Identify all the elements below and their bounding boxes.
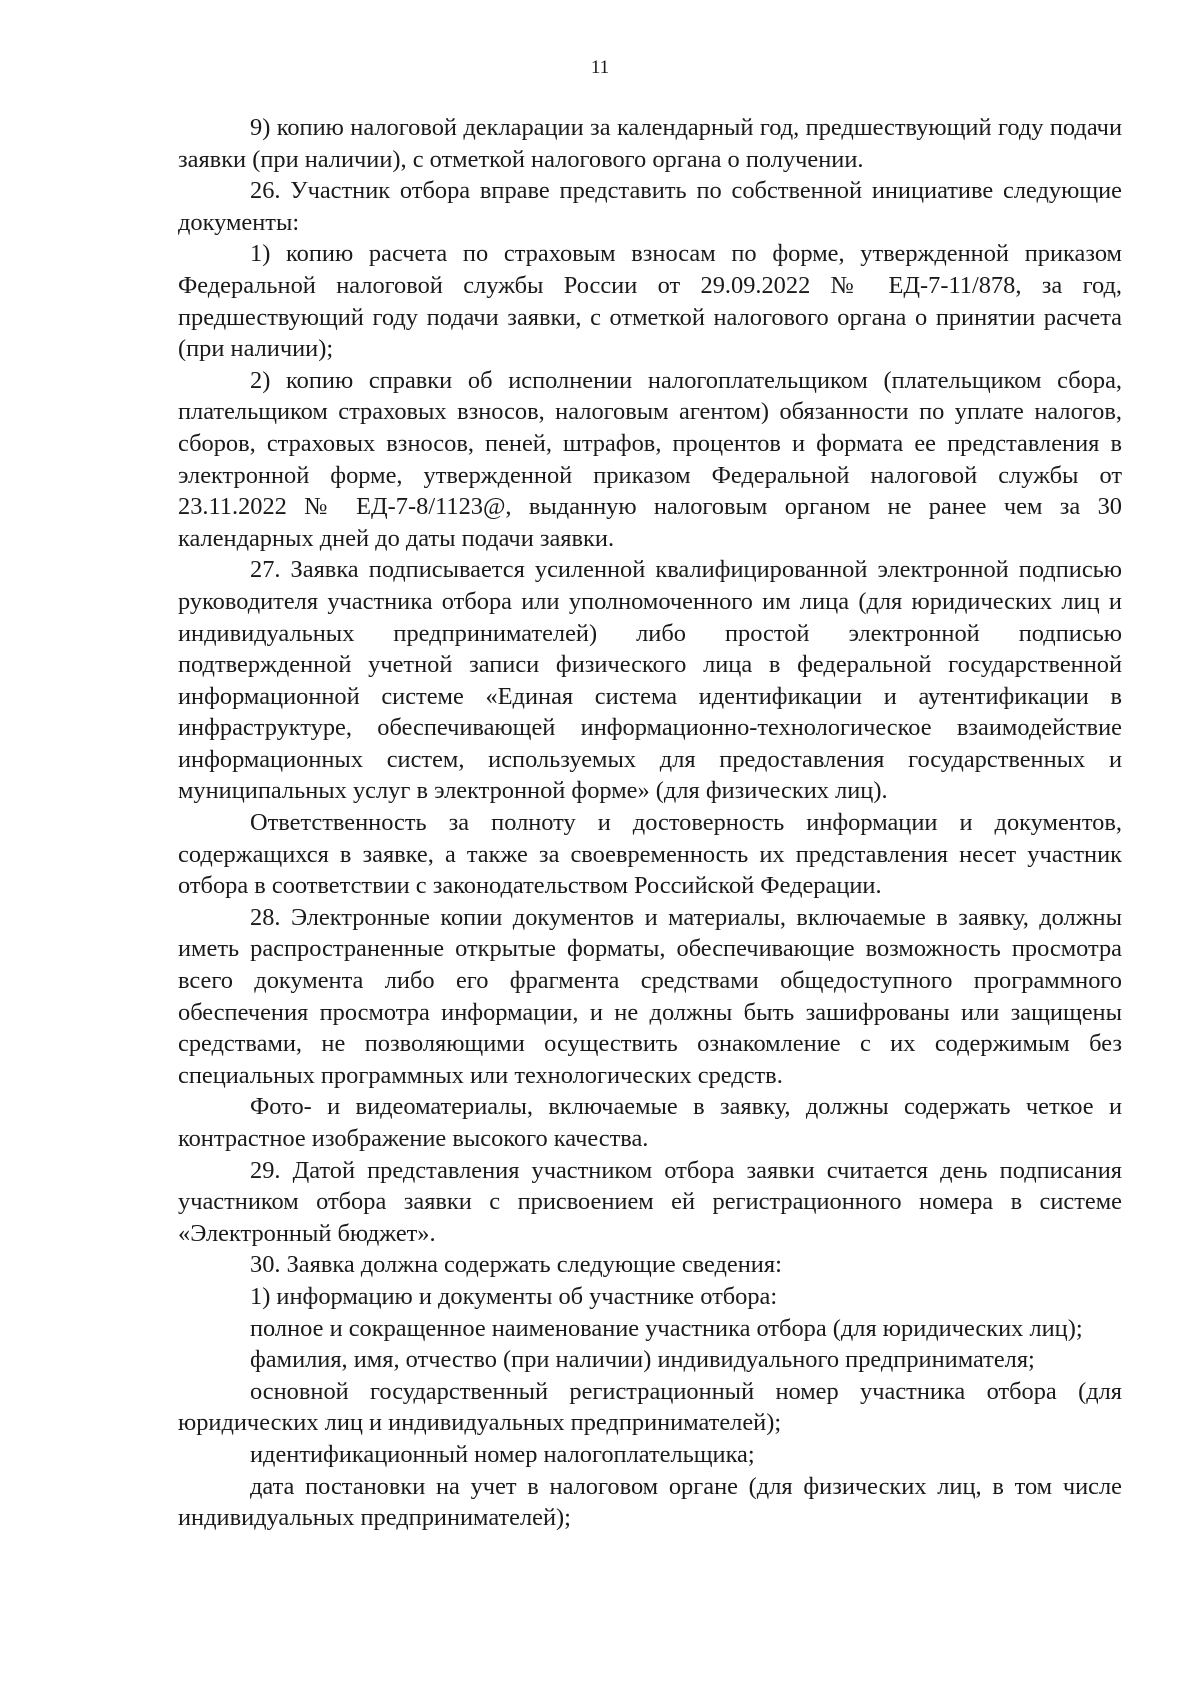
paragraph-ogrn: основной государственный регистрационный номер участника отбора (для юридических лиц и индивидуальных предпринимателей); (178, 1377, 1122, 1437)
paragraph-30-item-1: 1) информацию и документы об участнике отбора: (250, 1282, 778, 1310)
paragraph-26: 26. Участник отбора вправе представить по собственной инициативе следующие документы: (178, 177, 1122, 236)
paragraph-26-item-2: 2) копию справки об исполнении налогоплательщиком (плательщиком сбора, плательщиком страховых взносов, налоговым агентом) обязанности по уплате налогов, сборов, страховых взносов, пеней, штрафов, процентов и формата ее представления в электронной форме, утвержденной приказом Федеральной налоговой службы от 23.11.2022 № ЕД-7-8/1123@, выданную налоговым органом не ранее чем за 30 календарных дней до даты подачи заявки. (178, 366, 1122, 552)
paragraph-inn: идентификационный номер налогоплательщика; (250, 1440, 755, 1468)
paragraph-tax-registration-date: дата постановки на учет в налоговом органе (для физических лиц, в том числе индивидуальных предпринимателей); (178, 1472, 1122, 1532)
paragraph-responsibility: Ответственность за полноту и достоверность информации и документов, содержащихся в заявке, а также за своевременность их представления несет участник отбора в соответствии с законодательством Российской Федерации. (178, 809, 1122, 900)
paragraph-28: 28. Электронные копии документов и материалы, включаемые в заявку, должны иметь распространенные открытые форматы, обеспечивающие возможность просмотра всего документа либо его фрагмента средствами общедоступного программного обеспечения просмотра информации, и не должны быть зашифрованы или защищены средствами, не позволяющими осуществить ознакомление с их содержимым без специальных программных или технологических средств. (178, 903, 1122, 1089)
paragraph-30: 30. Заявка должна содержать следующие сведения: (250, 1251, 782, 1279)
paragraph-entrepreneur-name: фамилия, имя, отчество (при наличии) индивидуального предпринимателя; (250, 1346, 1035, 1374)
paragraph-27: 27. Заявка подписывается усиленной квалифицированной электронной подписью руководителя участника отбора или уполномоченного им лица (для юридических лиц и индивидуальных предпринимателей) либо простой электронной подписью подтвержденной учетной записи физического лица в федеральной государственной информационной системе «Единая система идентификации и аутентификации в инфраструктуре, обеспечивающей информационно-технологическое взаимодействие информационных систем, используемых для предоставления государственных и муниципальных услуг в электронной форме» (для физических лиц). (178, 556, 1122, 805)
document-body (178, 112, 1122, 1534)
paragraph-26-item-1: 1) копию расчета по страховым взносам по форме, утвержденной приказом Федеральной налоговой службы России от 29.09.2022 № ЕД-7-11/878, за год, предшествующий году подачи заявки, с отметкой налогового органа о принятии расчета (при наличии); (178, 240, 1122, 363)
paragraph-29: 29. Датой представления участником отбора заявки считается день подписания участником отбора заявки с присвоением ей регистрационного номера в системе «Электронный бюджет». (178, 1156, 1122, 1247)
paragraph-full-name: полное и сокращенное наименование участника отбора (для юридических лиц); (250, 1314, 1083, 1342)
paragraph-item-9: 9) копию налоговой декларации за календарный год, предшествующий году подачи заявки (при наличии), с отметкой налогового органа о получении. (178, 114, 1122, 173)
paragraph-photo-video: Фото- и видеоматериалы, включаемые в заявку, должны содержать четкое и контрастное изображение высокого качества. (178, 1093, 1122, 1152)
page-number: 11 (590, 57, 610, 78)
